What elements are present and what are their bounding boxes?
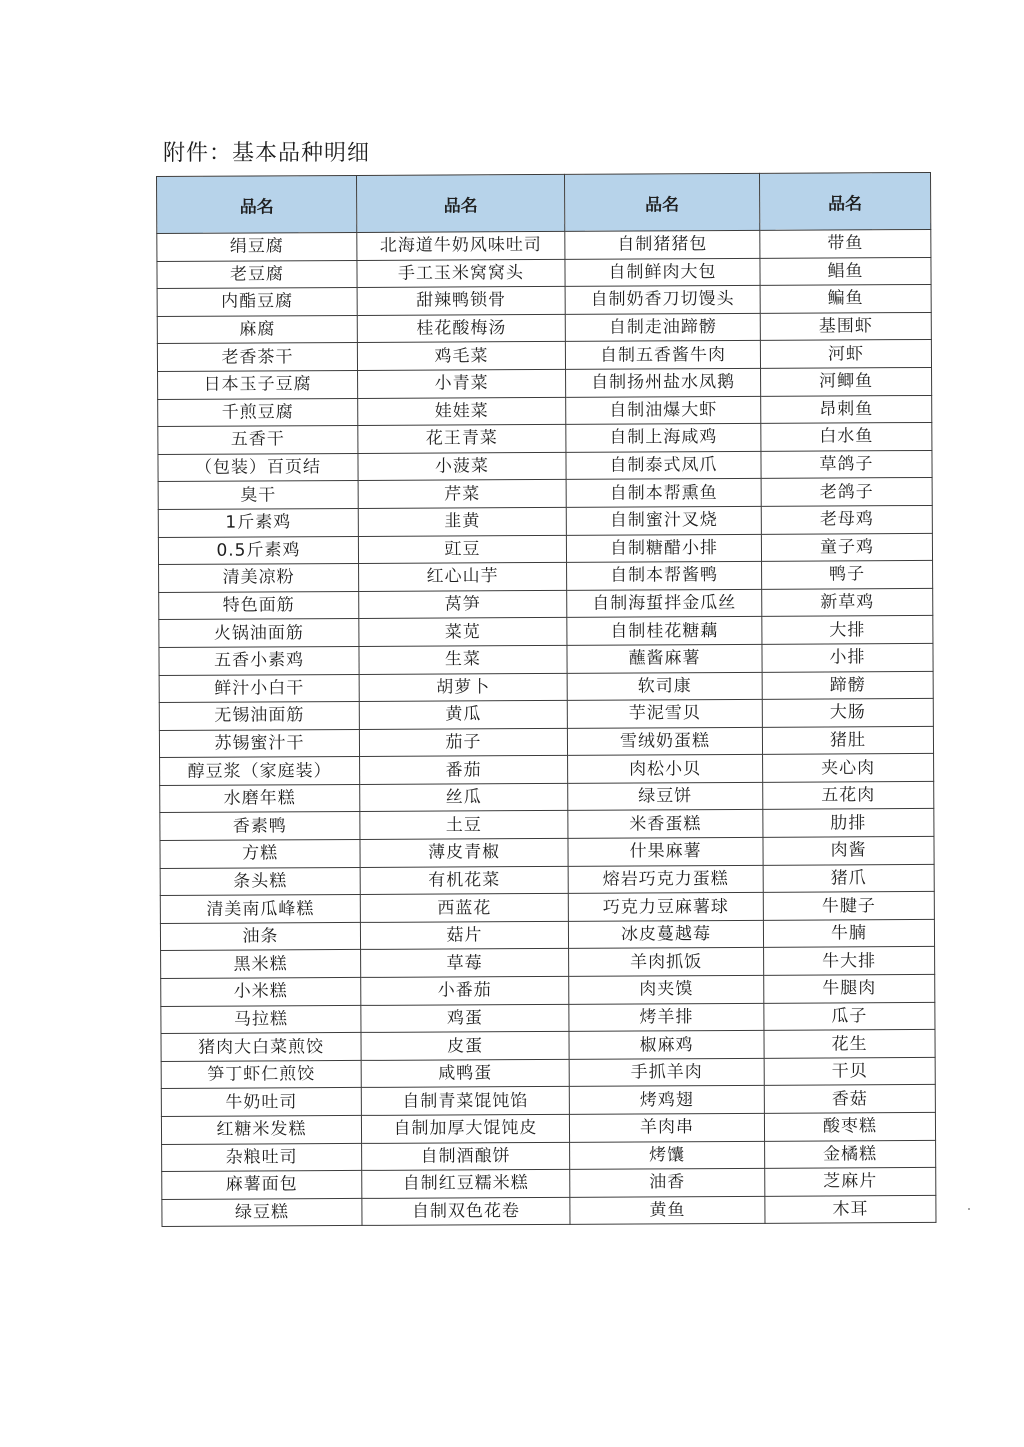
table-row: [158, 478, 932, 510]
table-cell: 红糖米发糕: [161, 1115, 361, 1144]
table-cell: 油香: [570, 1169, 765, 1198]
table-cell: 老母鸡: [761, 505, 932, 533]
table-cell: 0.5斤素鸡: [158, 536, 358, 565]
table-cell: 新草鸡: [762, 588, 933, 616]
table-cell: 有机花菜: [360, 866, 568, 895]
table-cell: 蘸酱麻薯: [567, 644, 762, 673]
table-cell: 清美南瓜峰糕: [160, 895, 360, 924]
table-cell: 干贝: [764, 1057, 935, 1085]
table-cell: 烤馕: [570, 1141, 765, 1170]
table-cell: 老鸽子: [761, 478, 932, 506]
table-cell: 茄子: [359, 728, 567, 757]
table-cell: 老豆腐: [157, 260, 357, 289]
table-cell: 牛大排: [764, 947, 935, 975]
table-cell: 油条: [160, 922, 360, 951]
table-cell: 鲳鱼: [760, 257, 931, 285]
table-cell: 肋排: [763, 809, 934, 837]
page-title: 附件：基本品种明细: [163, 141, 371, 166]
table-cell: 北海道牛奶风味吐司: [357, 231, 565, 260]
table-cell: 冰皮蔓越莓: [568, 920, 763, 949]
table-cell: 皮蛋: [361, 1032, 569, 1061]
table-cell: 花王青菜: [358, 425, 566, 454]
table-cell: 特色面筋: [159, 591, 359, 620]
table-cell: 草莓: [361, 949, 569, 978]
table-cell: 生菜: [359, 645, 567, 674]
table-cell: 西蓝花: [360, 894, 568, 923]
table-cell: 蹄髈: [762, 671, 933, 699]
table-cell: 清美凉粉: [159, 564, 359, 593]
table-cell: 五香小素鸡: [159, 646, 359, 675]
table-row: [161, 1057, 935, 1089]
table-row: [157, 285, 931, 317]
table-cell: 童子鸡: [761, 533, 932, 561]
table-cell: 丝瓜: [360, 783, 568, 812]
table-cell: 手工玉米窝窝头: [357, 259, 565, 288]
table-cell: 咸鸭蛋: [361, 1059, 569, 1088]
column-header: 品名: [157, 175, 357, 233]
table-cell: 土豆: [360, 811, 568, 840]
table-cell: 臭干: [158, 481, 358, 510]
table-row: [158, 367, 932, 399]
table-cell: 带鱼: [760, 229, 931, 257]
table-cell: 胡萝卜: [359, 673, 567, 702]
table-cell: 芝麻片: [765, 1168, 936, 1196]
table-cell: 牛腿肉: [764, 974, 935, 1002]
table-cell: 自制走油蹄髈: [565, 313, 760, 342]
table-cell: 自制五香酱牛肉: [565, 341, 760, 370]
table-cell: 什果麻薯: [568, 837, 763, 866]
table-row: [161, 1112, 935, 1144]
table-cell: 麻腐: [157, 315, 357, 344]
table-cell: 鳊鱼: [760, 285, 931, 313]
table-cell: 马拉糕: [161, 1005, 361, 1034]
table-cell: 小菠菜: [358, 452, 566, 481]
table-cell: 绢豆腐: [157, 232, 357, 261]
table-cell: 小番茄: [361, 976, 569, 1005]
table-cell: 自制泰式凤爪: [566, 451, 761, 480]
table-cell: 番茄: [360, 756, 568, 785]
table-cell: 黄瓜: [359, 700, 567, 729]
table-cell: 内酯豆腐: [157, 288, 357, 317]
table-cell: 瓜子: [764, 1002, 935, 1030]
table-cell: 小排: [762, 643, 933, 671]
table-cell: 甜辣鸭锁骨: [357, 287, 565, 316]
table-cell: 河鲫鱼: [761, 367, 932, 395]
table-cell: 鲜汁小白干: [159, 674, 359, 703]
table-cell: 白水鱼: [761, 423, 932, 451]
table-cell: 软司康: [567, 672, 762, 701]
table-cell: 条头糕: [160, 867, 360, 896]
table-cell: 红心山芋: [359, 562, 567, 591]
table-cell: 米香蛋糕: [568, 810, 763, 839]
column-header: 品名: [564, 173, 759, 231]
table-cell: 菜苋: [359, 618, 567, 647]
table-cell: 肉夹馍: [569, 975, 764, 1004]
table-row: [162, 1140, 936, 1172]
table-row: [160, 836, 934, 868]
table-cell: 五花肉: [763, 781, 934, 809]
scan-speck: [968, 1208, 970, 1210]
table-cell: 自制双色花卷: [362, 1197, 570, 1226]
table-cell: 猪肉大白菜煎饺: [161, 1033, 361, 1062]
table-row: [157, 340, 931, 372]
table-cell: 自制猪猪包: [565, 230, 760, 259]
table-row: [158, 533, 932, 565]
table-cell: 酸枣糕: [764, 1112, 935, 1140]
table-cell: 鸡毛菜: [357, 342, 565, 371]
table-cell: 莴笋: [359, 590, 567, 619]
table-cell: 绿豆饼: [568, 782, 763, 811]
table-cell: 羊肉串: [569, 1113, 764, 1142]
table-cell: 熔岩巧克力蛋糕: [568, 865, 763, 894]
table-cell: 猪肚: [762, 726, 933, 754]
table-cell: 自制红豆糯米糕: [362, 1170, 570, 1199]
table-cell: 韭黄: [358, 507, 566, 536]
table-cell: 自制扬州盐水凤鹅: [566, 368, 761, 397]
table-cell: 猪爪: [763, 864, 934, 892]
table-cell: 草鸽子: [761, 450, 932, 478]
table-row: [159, 699, 933, 731]
table-row: [161, 1002, 935, 1034]
table-cell: 自制上海咸鸡: [566, 423, 761, 452]
table-row: [158, 450, 932, 482]
table-cell: 自制蜜汁叉烧: [566, 506, 761, 535]
table-cell: 笋丁虾仁煎饺: [161, 1060, 361, 1089]
table-cell: 杂粮吐司: [162, 1143, 362, 1172]
table-cell: 自制糖醋小排: [566, 534, 761, 563]
table-cell: 自制桂花糖藕: [567, 617, 762, 646]
table-row: [160, 864, 934, 896]
product-table: [156, 172, 936, 1227]
table-cell: 千煎豆腐: [158, 398, 358, 427]
table-cell: 香菇: [764, 1085, 935, 1113]
table-cell: 木耳: [765, 1195, 936, 1223]
column-header: 品名: [356, 174, 564, 232]
table-cell: 夹心肉: [763, 754, 934, 782]
table-cell: 肉松小贝: [568, 755, 763, 784]
table-cell: （包装）百页结: [158, 453, 358, 482]
table-cell: 大排: [762, 616, 933, 644]
table-cell: 苏锡蜜汁干: [159, 729, 359, 758]
table-header-row: [157, 172, 931, 233]
table-row: [157, 257, 931, 289]
table-row: [157, 312, 931, 344]
table-row: [159, 671, 933, 703]
table-cell: 小米糕: [161, 977, 361, 1006]
table-cell: 薄皮青椒: [360, 838, 568, 867]
table-row: [160, 809, 934, 841]
table-cell: 烤鸡翅: [569, 1086, 764, 1115]
table-cell: 自制鲜肉大包: [565, 258, 760, 287]
table-cell: 娃娃菜: [358, 397, 566, 426]
table-cell: 自制本帮熏鱼: [566, 479, 761, 508]
table-cell: 巧克力豆麻薯球: [568, 893, 763, 922]
table-cell: 烤羊排: [569, 1003, 764, 1032]
table-cell: 昂刺鱼: [761, 395, 932, 423]
table-cell: 自制本帮酱鸭: [567, 561, 762, 590]
table-row: [158, 423, 932, 455]
table-row: [160, 919, 934, 951]
table-row: [161, 974, 935, 1006]
table-cell: 桂花酸梅汤: [357, 314, 565, 343]
table-cell: 鸭子: [762, 561, 933, 589]
table-cell: 羊肉抓饭: [569, 948, 764, 977]
table-cell: 黄鱼: [570, 1196, 765, 1225]
table-cell: 大肠: [762, 699, 933, 727]
table-cell: 花生: [764, 1030, 935, 1058]
table-cell: 椒麻鸡: [569, 1031, 764, 1060]
table-row: [160, 892, 934, 924]
table-cell: 手抓羊肉: [569, 1058, 764, 1087]
table-row: [158, 395, 932, 427]
table-row: [159, 616, 933, 648]
table-row: [159, 588, 933, 620]
table-row: [158, 505, 932, 537]
table-cell: 牛奶吐司: [161, 1088, 361, 1117]
table-cell: 自制油爆大虾: [566, 396, 761, 425]
table-cell: 自制奶香刀切馒头: [565, 286, 760, 315]
table-row: [161, 1030, 935, 1062]
table-body: [157, 229, 936, 1226]
table-row: [162, 1195, 936, 1227]
table-cell: 自制海蜇拌金瓜丝: [567, 589, 762, 618]
table-cell: 麻薯面包: [162, 1171, 362, 1200]
table-row: [159, 726, 933, 758]
table-cell: 绿豆糕: [162, 1198, 362, 1227]
table-cell: 无锡油面筋: [159, 702, 359, 731]
table-cell: 牛腱子: [763, 892, 934, 920]
table-cell: 自制加厚大馄饨皮: [361, 1114, 569, 1143]
table-row: [160, 754, 934, 786]
table-row: [159, 643, 933, 675]
table-row: [162, 1168, 936, 1200]
table-cell: 河虾: [760, 340, 931, 368]
table-cell: 水磨年糕: [160, 784, 360, 813]
table-cell: 日本玉子豆腐: [158, 370, 358, 399]
column-header: 品名: [759, 172, 930, 230]
table-cell: 方糕: [160, 840, 360, 869]
table-cell: 豇豆: [358, 535, 566, 564]
table-row: [157, 229, 931, 261]
table-cell: 老香茶干: [157, 343, 357, 372]
table-cell: 香素鸭: [160, 812, 360, 841]
table-cell: 小青菜: [358, 369, 566, 398]
table-cell: 牛腩: [763, 919, 934, 947]
table-cell: 金橘糕: [765, 1140, 936, 1168]
table-cell: 自制青菜馄饨馅: [361, 1087, 569, 1116]
table-cell: 黑米糕: [161, 950, 361, 979]
table-cell: 鸡蛋: [361, 1004, 569, 1033]
table-cell: 菇片: [360, 921, 568, 950]
table-row: [161, 947, 935, 979]
table-cell: 芹菜: [358, 480, 566, 509]
table-cell: 醇豆浆（家庭装）: [160, 757, 360, 786]
table-cell: 自制酒酿饼: [362, 1142, 570, 1171]
table-cell: 肉酱: [763, 836, 934, 864]
table-cell: 火锅油面筋: [159, 619, 359, 648]
table-row: [161, 1085, 935, 1117]
table-cell: 基围虾: [760, 312, 931, 340]
table-cell: 1斤素鸡: [158, 508, 358, 537]
table-row: [160, 781, 934, 813]
table-cell: 芋泥雪贝: [567, 699, 762, 728]
table-cell: 五香干: [158, 426, 358, 455]
table-cell: 雪绒奶蛋糕: [567, 727, 762, 756]
table-row: [159, 561, 933, 593]
